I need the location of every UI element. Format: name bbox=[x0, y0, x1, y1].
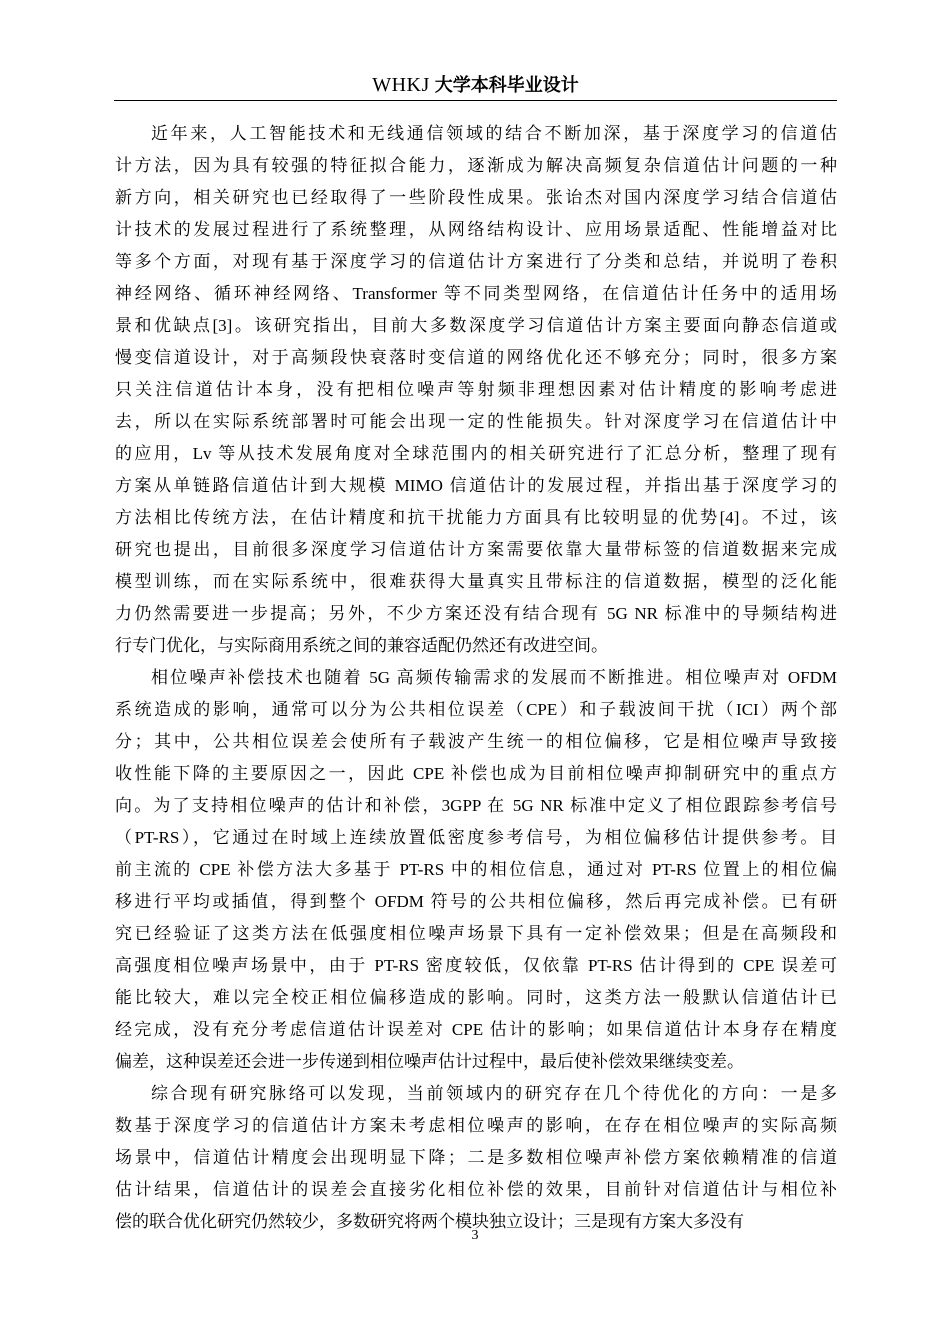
page-number: 3 bbox=[471, 1228, 479, 1243]
paragraph bbox=[115, 118, 837, 662]
text-line: 究已经验证了这类方法在低强度相位噪声场景下具有一定补偿效果；但是在高频段和 bbox=[115, 924, 837, 943]
text-line: 估计结果，信道估计的误差会直接劣化相位补偿的效果，目前针对信道估计与相位补 bbox=[115, 1180, 837, 1199]
text-line: 计方法，因为具有较强的特征拟合能力，逐渐成为解决高频复杂信道估计问题的一种 bbox=[115, 156, 837, 175]
text-line: 场景中，信道估计精度会出现明显下降；二是多数相位噪声补偿方案依赖精准的信道 bbox=[115, 1148, 837, 1167]
text-line: 方案从单链路信道估计到大规模 MIMO 信道估计的发展过程，并指出基于深度学习的 bbox=[115, 476, 837, 495]
text-line: 的应用，Lv 等从技术发展角度对全球范围内的相关研究进行了汇总分析，整理了现有 bbox=[115, 444, 837, 463]
text-line: 综合现有研究脉络可以发现，当前领域内的研究存在几个待优化的方向：一是多 bbox=[151, 1084, 837, 1103]
text-line: 计技术的发展过程进行了系统整理，从网络结构设计、应用场景适配、性能增益对比 bbox=[115, 220, 837, 239]
text-line: 偿的联合优化研究仍然较少，多数研究将两个模块独立设计；三是现有方案大多没有 bbox=[115, 1212, 744, 1231]
text-line: 只关注信道估计本身，没有把相位噪声等射频非理想因素对估计精度的影响考虑进 bbox=[115, 380, 837, 399]
text-line: 移进行平均或插值，得到整个 OFDM 符号的公共相位偏移，然后再完成补偿。已有研 bbox=[115, 892, 837, 911]
text-line: 能比较大，难以完全校正相位偏移造成的影响。同时，这类方法一般默认信道估计已 bbox=[115, 988, 837, 1007]
text-line: 新方向，相关研究也已经取得了一些阶段性成果。张诒杰对国内深度学习结合信道估 bbox=[115, 188, 837, 207]
body-text bbox=[115, 118, 837, 1238]
text-line: 数基于深度学习的信道估计方案未考虑相位噪声的影响，在存在相位噪声的实际高频 bbox=[115, 1116, 837, 1135]
page-header bbox=[114, 70, 837, 101]
text-line: 高强度相位噪声场景中，由于 PT-RS 密度较低，仅依靠 PT-RS 估计得到的 CPE 误差可 bbox=[115, 956, 837, 975]
text-line: 等多个方面，对现有基于深度学习的信道估计方案进行了分类和总结，并说明了卷积 bbox=[115, 252, 837, 271]
text-line: 偏差，这种误差还会进一步传递到相位噪声估计过程中，最后使补偿效果继续变差。 bbox=[115, 1052, 744, 1071]
text-line: 向。为了支持相位噪声的估计和补偿，3GPP 在 5G NR 标准中定义了相位跟踪参考信号 bbox=[115, 796, 837, 815]
text-line: 去，所以在实际系统部署时可能会出现一定的性能损失。针对深度学习在信道估计中 bbox=[115, 412, 837, 431]
header-brand: WHKJ bbox=[372, 74, 430, 96]
paragraph bbox=[115, 662, 837, 1078]
text-line: 近年来，人工智能技术和无线通信领域的结合不断加深，基于深度学习的信道估 bbox=[151, 124, 837, 143]
text-line: 神经网络、循环神经网络、Transformer 等不同类型网络，在信道估计任务中的适用场 bbox=[115, 284, 837, 303]
text-line: 模型训练，而在实际系统中，很难获得大量真实且带标注的信道数据，模型的泛化能 bbox=[115, 572, 837, 591]
text-line: 景和优缺点[3]。该研究指出，目前大多数深度学习信道估计方案主要面向静态信道或 bbox=[115, 316, 837, 335]
text-line: 经完成，没有充分考虑信道估计误差对 CPE 估计的影响；如果信道估计本身存在精度 bbox=[115, 1020, 837, 1039]
text-line: 研究也提出，目前很多深度学习信道估计方案需要依靠大量带标签的信道数据来完成 bbox=[115, 540, 837, 559]
text-line: 收性能下降的主要原因之一，因此 CPE 补偿也成为目前相位噪声抑制研究中的重点方 bbox=[115, 764, 837, 783]
text-line: 慢变信道设计，对于高频段快衰落时变信道的网络优化还不够充分；同时，很多方案 bbox=[115, 348, 837, 367]
text-line: 力仍然需要进一步提高；另外，不少方案还没有结合现有 5G NR 标准中的导频结构进 bbox=[115, 604, 837, 623]
text-line: 相位噪声补偿技术也随着 5G 高频传输需求的发展而不断推进。相位噪声对 OFDM bbox=[151, 668, 837, 687]
text-line: 行专门优化，与实际商用系统之间的兼容适配仍然还有改进空间。 bbox=[115, 636, 608, 655]
header-title: 大学本科毕业设计 bbox=[434, 75, 579, 96]
text-line: 前主流的 CPE 补偿方法大多基于 PT-RS 中的相位信息，通过对 PT-RS 位置上的相位偏 bbox=[115, 860, 837, 879]
text-line: 系统造成的影响，通常可以分为公共相位误差（CPE）和子载波间干扰（ICI）两个部 bbox=[115, 700, 837, 719]
text-line: 分；其中，公共相位误差会使所有子载波产生统一的相位偏移，它是相位噪声导致接 bbox=[115, 732, 837, 751]
text-line: （PT-RS），它通过在时域上连续放置低密度参考信号，为相位偏移估计提供参考。目 bbox=[115, 828, 837, 847]
text-line: 方法相比传统方法，在估计精度和抗干扰能力方面具有比较明显的优势[4]。不过，该 bbox=[115, 508, 837, 527]
paragraph bbox=[115, 1078, 837, 1238]
